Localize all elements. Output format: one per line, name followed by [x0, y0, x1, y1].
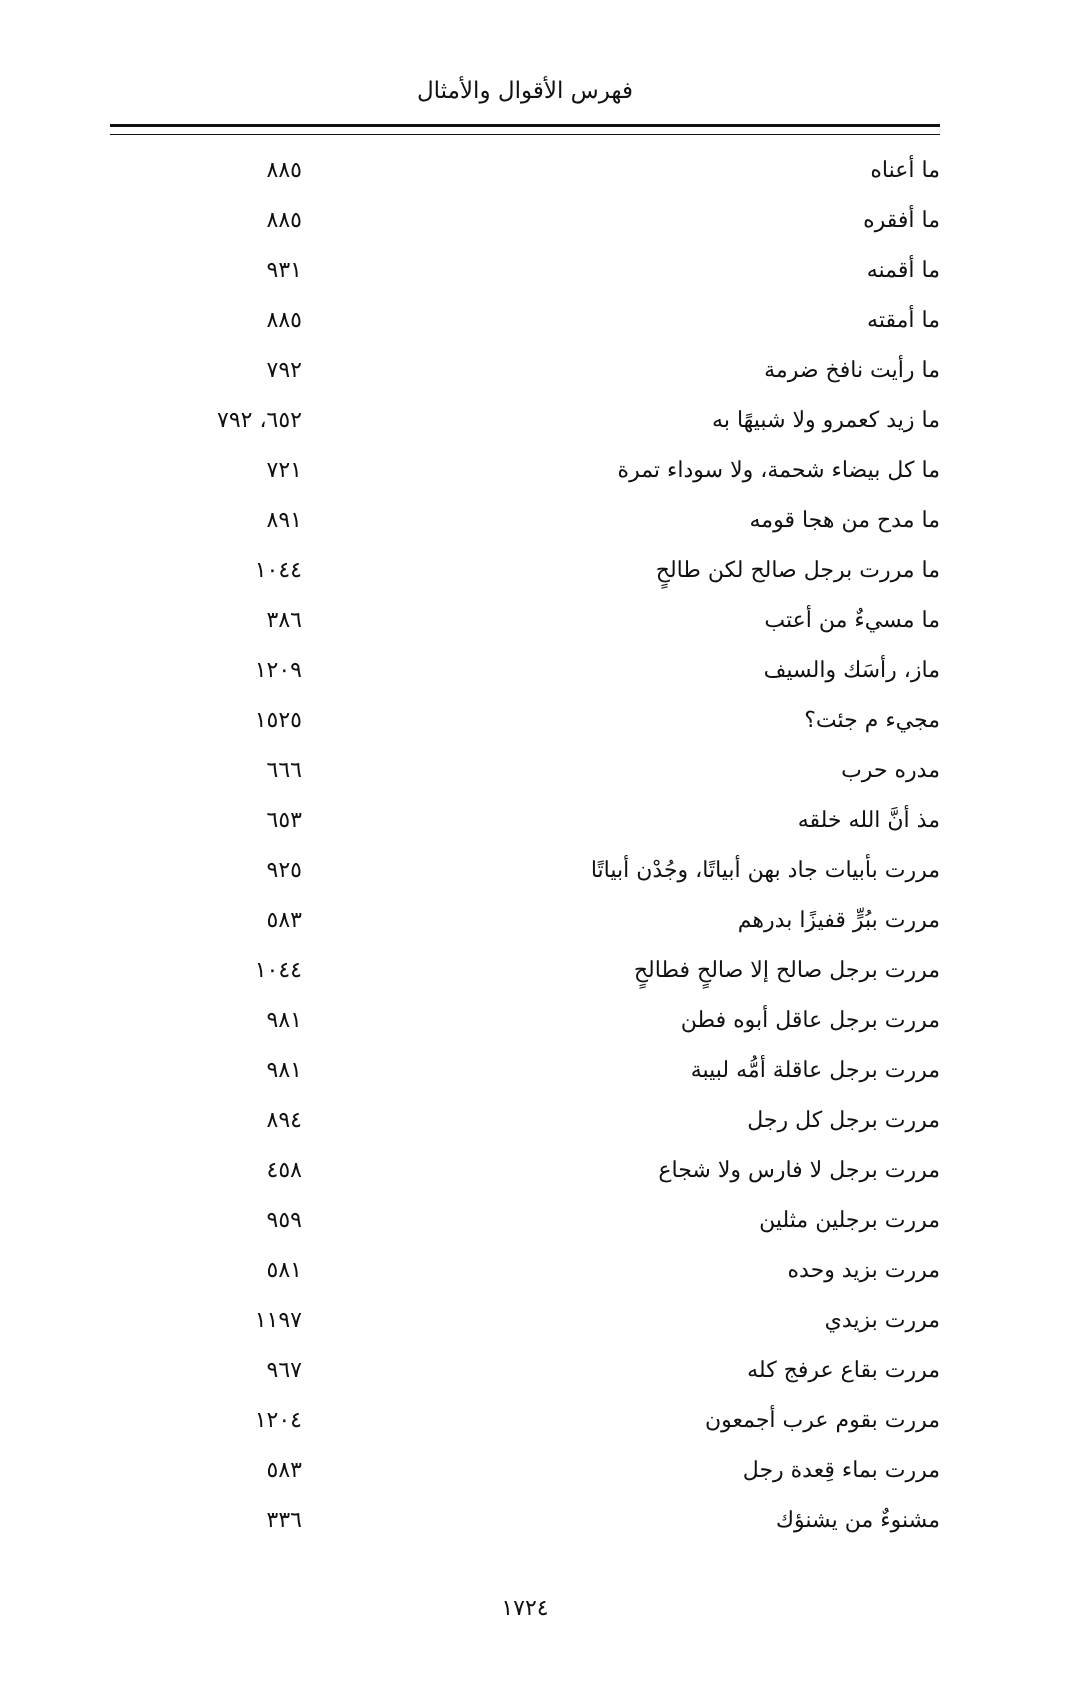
entry-page-refs: ٨٨٥: [266, 208, 302, 233]
index-entry: [110, 396, 940, 446]
entry-phrase: مشنوءٌ من يشنؤك: [775, 1508, 940, 1533]
entry-page-refs: ٩٥٩: [266, 1208, 302, 1233]
entry-phrase: ما مسيءٌ من أعتب: [764, 608, 940, 633]
entry-phrase: مررت برجل لا فارس ولا شجاع: [658, 1158, 940, 1183]
entry-phrase: مررت برجل صالح إلا صالحٍ فطالحٍ: [633, 958, 940, 983]
entry-phrase: ماز، رأسَك والسيف: [763, 658, 940, 683]
entry-page-refs: ٧٢١: [266, 458, 302, 483]
index-entry: [110, 196, 940, 246]
index-entry: [110, 1146, 940, 1196]
index-entry: [110, 1346, 940, 1396]
index-entry: [110, 596, 940, 646]
entry-phrase: مجيء م جئت؟: [804, 708, 940, 733]
index-entry: [110, 796, 940, 846]
entry-page-refs: ٣٣٦: [266, 1508, 302, 1533]
entry-phrase: ما كل بيضاء شحمة، ولا سوداء تمرة: [617, 458, 940, 483]
index-entry: [110, 996, 940, 1046]
index-entry: [110, 946, 940, 996]
entry-phrase: ما أقمنه: [866, 258, 940, 283]
entry-phrase: مررت بقوم عرب أجمعون: [704, 1408, 940, 1433]
entry-page-refs: ٦٥٣: [266, 808, 302, 833]
index-entry: [110, 496, 940, 546]
entry-phrase: مررت برجل كل رجل: [747, 1108, 940, 1133]
running-head: فهرس الأقوال والأمثال: [416, 78, 634, 104]
index-entry: [110, 246, 940, 296]
entry-page-refs: ٨٨٥: [266, 158, 302, 183]
index-entry: [110, 146, 940, 196]
entry-page-refs: ٤٥٨: [266, 1158, 302, 1183]
index-entry: [110, 846, 940, 896]
index-entry: [110, 1196, 940, 1246]
entry-phrase: ما رأيت نافخ ضرمة: [764, 358, 940, 383]
entry-page-refs: ٥٨٣: [266, 1458, 302, 1483]
entry-page-refs: ٨٨٥: [266, 308, 302, 333]
entry-page-refs: ١٢٠٤: [254, 1408, 302, 1433]
entry-page-refs: ٩٨١: [266, 1008, 302, 1033]
index-entry: [110, 1046, 940, 1096]
entry-page-refs: ١٢٠٩: [254, 658, 302, 683]
entry-page-refs: ٦٦٦: [266, 758, 302, 783]
index-entry: [110, 1446, 940, 1496]
entry-page-refs: ١١٩٧: [254, 1308, 302, 1333]
entry-page-refs: ٧٩٢: [266, 358, 302, 383]
entry-phrase: مررت بأبيات جاد بهن أبياتًا، وجُدْن أبياتًا: [590, 858, 940, 883]
entry-page-refs: ٩٨١: [266, 1058, 302, 1083]
entry-phrase: مررت بماء قِعدة رجل: [742, 1458, 940, 1483]
index-entry: [110, 446, 940, 496]
entry-phrase: ما مررت برجل صالح لكن طالحٍ: [655, 558, 940, 583]
entry-phrase: مذ أنَّ الله خلقه: [797, 808, 940, 833]
entry-page-refs: ٥٨٣: [266, 908, 302, 933]
index-entry: [110, 1496, 940, 1546]
entry-phrase: مررت بزيد وحده: [787, 1258, 940, 1283]
entry-phrase: مررت برجل عاقلة أمُّه لبيبة: [690, 1058, 940, 1083]
index-entry: [110, 746, 940, 796]
index-entry: [110, 1396, 940, 1446]
entry-page-refs: ٣٨٦: [266, 608, 302, 633]
index-entry: [110, 346, 940, 396]
entry-page-refs: ١٥٢٥: [254, 708, 302, 733]
index-entry: [110, 696, 940, 746]
header-rule-thick: [110, 124, 940, 127]
index-entry: [110, 1096, 940, 1146]
index-entry: [110, 896, 940, 946]
entry-page-refs: ٩٢٥: [266, 858, 302, 883]
index-entry: [110, 646, 940, 696]
entry-page-refs: ٨٩١: [266, 508, 302, 533]
entry-phrase: ما أفقره: [863, 208, 940, 233]
page-number: ١٧٢٤: [501, 1596, 549, 1621]
entry-phrase: ما مدح من هجا قومه: [749, 508, 940, 533]
entry-phrase: مررت بقاع عرفج كله: [747, 1358, 940, 1383]
entry-phrase: ما أمقته: [867, 308, 940, 333]
entry-phrase: مررت بزيدي: [824, 1308, 940, 1333]
entry-page-refs: ٥٨١: [266, 1258, 302, 1283]
entry-page-refs: ٦٥٢، ٧٩٢: [217, 408, 302, 433]
header-rule-thin: [110, 134, 940, 135]
entry-phrase: ما أعناه: [870, 158, 940, 183]
index-entry: [110, 546, 940, 596]
index-entry: [110, 1296, 940, 1346]
entry-phrase: مررت برجل عاقل أبوه فطن: [680, 1008, 940, 1033]
entry-phrase: مررت برجلين مثلين: [759, 1208, 940, 1233]
index-entry: [110, 296, 940, 346]
entry-page-refs: ٨٩٤: [266, 1108, 302, 1133]
entry-page-refs: ١٠٤٤: [254, 958, 302, 983]
entry-phrase: مررت ببُرٍّ قفيزًا بدرهم: [737, 908, 940, 933]
index-entry-list: [110, 146, 940, 1546]
entry-phrase: ما زيد كعمرو ولا شبيهًا به: [712, 408, 940, 433]
entry-phrase: مدره حرب: [841, 758, 940, 783]
index-entry: [110, 1246, 940, 1296]
entry-page-refs: ٩٦٧: [266, 1358, 302, 1383]
entry-page-refs: ٩٣١: [266, 258, 302, 283]
entry-page-refs: ١٠٤٤: [254, 558, 302, 583]
